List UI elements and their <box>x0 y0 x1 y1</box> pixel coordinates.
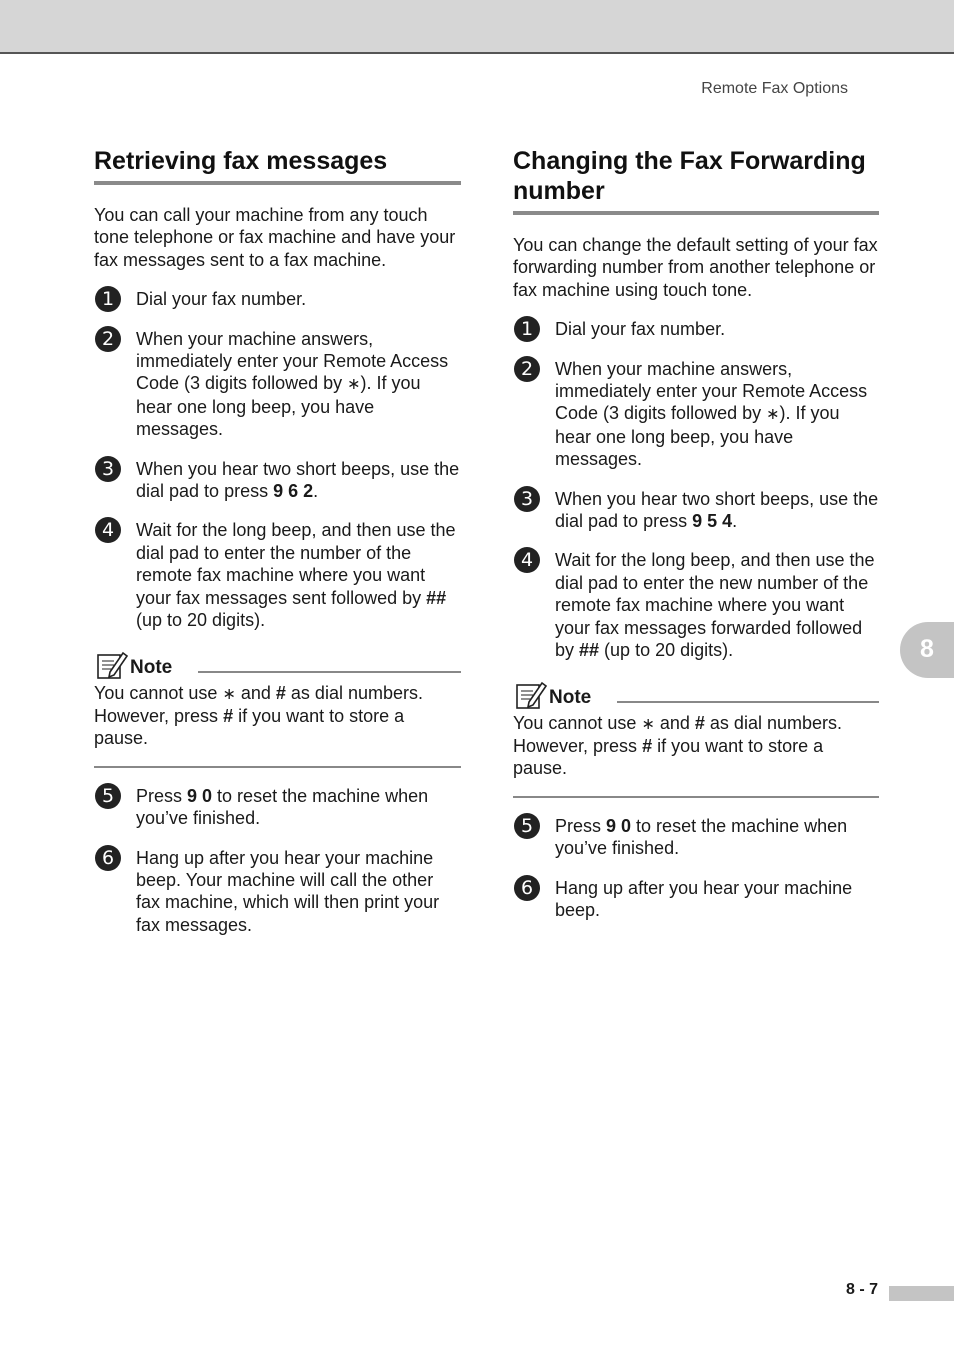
step-1 <box>94 288 461 310</box>
note-pencil-icon <box>515 680 547 710</box>
step-number-badge: 3 <box>95 456 121 482</box>
left-column <box>94 146 461 936</box>
step-text: Wait for the long beep, and then use the dial pad to enter the number of the remote fax machine where you want your fax messages sent followed by <box>136 520 456 608</box>
key-code: ## <box>579 640 600 661</box>
step-text: When your machine answers, immediately enter your Remote Access Code (3 digits followed by <box>555 358 868 424</box>
step-text: When your machine answers, immediately enter your Remote Access Code (3 digits followed by <box>136 328 449 394</box>
step-1 <box>513 318 879 340</box>
step-6 <box>94 847 461 937</box>
step-text: to reset the machine when you’ve finished. <box>555 815 848 859</box>
section-header: Remote Fax Options <box>701 80 848 97</box>
intro-text: You can change the default setting of your fax forwarding number from another telephone or fax machine using touch tone. <box>513 235 878 300</box>
note-divider <box>617 701 879 703</box>
step-number-badge: 3 <box>514 486 540 512</box>
star-key-symbol: ∗ <box>222 683 236 703</box>
note-box <box>513 680 879 798</box>
step-text: Press <box>136 785 188 806</box>
step-2 <box>513 358 879 471</box>
step-4 <box>94 519 461 631</box>
note-pencil-icon <box>96 650 128 680</box>
star-key-symbol: ∗ <box>347 374 361 394</box>
hash-key: # <box>642 735 653 756</box>
step-number-badge: 2 <box>95 326 121 352</box>
note-divider <box>198 671 461 673</box>
hash-key: # <box>694 712 705 733</box>
key-code: ## <box>426 587 447 608</box>
step-2 <box>94 328 461 441</box>
note-text: You cannot use ∗ and # as dial numbers. However, press # if you want to store a pause. <box>513 712 879 798</box>
step-number-badge: 1 <box>95 286 121 312</box>
top-banner <box>0 0 954 54</box>
step-text: When you hear two short beeps, use the dial pad to press <box>136 458 460 502</box>
section-title-retrieving: Retrieving fax messages <box>94 146 461 185</box>
right-column <box>513 146 879 921</box>
note-text: You cannot use ∗ and # as dial numbers. However, press # if you want to store a pause. <box>94 682 461 768</box>
key-code: 9 0 <box>187 785 213 806</box>
step-3 <box>513 488 879 533</box>
step-number-badge: 4 <box>514 547 540 573</box>
note-label: Note <box>130 656 173 678</box>
step-3 <box>94 458 461 503</box>
step-text: Hang up after you hear your machine beep. <box>555 877 853 920</box>
step-number-badge: 5 <box>514 813 540 839</box>
star-key-symbol: ∗ <box>766 404 780 424</box>
hash-key: # <box>223 705 234 726</box>
footer-bar <box>889 1286 954 1301</box>
key-code: 9 6 2 <box>273 481 314 502</box>
chapter-tab <box>900 622 954 678</box>
section-title-forwarding: Changing the Fax Forwarding number <box>513 146 879 215</box>
step-text: Press <box>555 815 607 836</box>
step-text: . <box>313 481 319 502</box>
key-code: 9 0 <box>606 815 632 836</box>
step-5 <box>513 815 879 860</box>
step-text: (up to 20 digits). <box>599 640 734 661</box>
step-text: When you hear two short beeps, use the dial pad to press <box>555 488 879 532</box>
step-text: . <box>732 511 738 532</box>
step-number-badge: 4 <box>95 517 121 543</box>
step-text: Wait for the long beep, and then use the dial pad to enter the new number of the remote fax machine where you want your fax messages forwarded followed by <box>555 550 875 661</box>
hash-key: # <box>275 682 286 703</box>
step-text: Hang up after you hear your machine beep. Your machine will call the other fax machine, which will then print your fax messages. <box>136 847 440 935</box>
step-4 <box>513 549 879 661</box>
note-label: Note <box>549 686 592 708</box>
page-number: 8 - 7 <box>846 1281 879 1298</box>
step-text: Dial your fax number. <box>555 319 726 340</box>
key-code: 9 5 4 <box>692 511 733 532</box>
step-text: ). If you hear one long beep, you have messages. <box>136 373 421 440</box>
step-text: to reset the machine when you’ve finished. <box>136 785 429 829</box>
step-number-badge: 6 <box>95 845 121 871</box>
step-number-badge: 6 <box>514 875 540 901</box>
step-number-badge: 1 <box>514 316 540 342</box>
step-number-badge: 5 <box>95 783 121 809</box>
step-text: Dial your fax number. <box>136 289 307 310</box>
step-number-badge: 2 <box>514 356 540 382</box>
step-6 <box>513 877 879 922</box>
chapter-number: 8 <box>920 635 934 663</box>
step-text: (up to 20 digits). <box>136 610 266 631</box>
step-text: ). If you hear one long beep, you have messages. <box>555 403 840 470</box>
star-key-symbol: ∗ <box>641 713 655 733</box>
note-box <box>94 650 461 768</box>
step-5 <box>94 785 461 830</box>
intro-text: You can call your machine from any touch tone telephone or fax machine and have your fax messages sent to a fax machine. <box>94 205 456 270</box>
